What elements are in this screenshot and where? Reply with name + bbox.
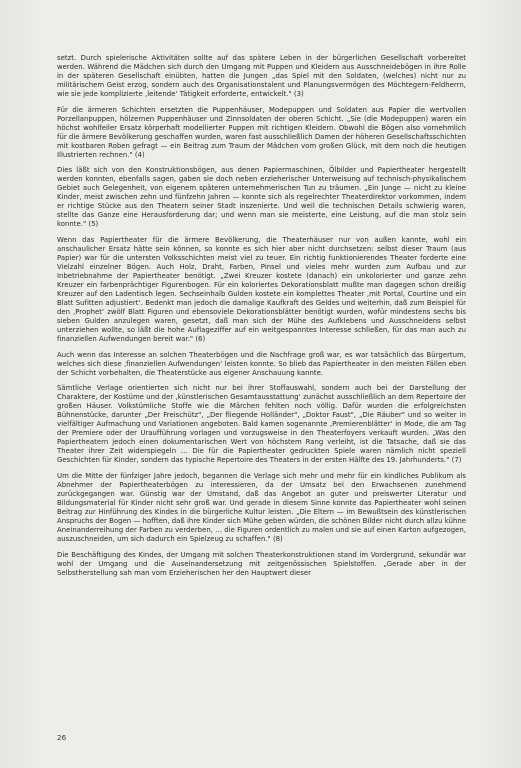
page-number: 26: [57, 733, 67, 742]
paragraph-8: Die Beschäftigung des Kindes, der Umgang mit solchen Theaterkonstruktionen stand im Vordergrund, sekundär war wohl der Umgang und die Auseinandersetzung mit zeitgenössischen Spielstoffen. „Gerade aber in der Selbstherstellung sah man vom Erzieherischen her den Hauptwert dieser: [57, 550, 466, 577]
paragraph-6: Sämtliche Verlage orientierten sich nicht nur bei ihrer Stoffauswahl, sondern auch bei der Darstellung der Charaktere, der Kostüme und der ‚künstlerischen Gesamtausstattung‘ zunächst ausschließlich an dem Repertoire der großen Häuser. Volkstümliche Stoffe wie die Märchen fehlten noch völlig. Dafür wurden die erfolgreichsten Bühnenstücke, darunter „Der Freischütz", „Der fliegende Holländer", „Doktor Faust", „Die Räuber" und so weiter in vielfältiger Aufmachung und Variationen angeboten. Bald kamen sogenannte ‚Premierenblätter‘ in Mode, die am Tag der Premiere oder der Uraufführung vorlagen und vorzugsweise in den Theaterfoyers verkauft wurden. „Was den Papiertheatern jedoch einen dokumentarischen Wert von höchstem Rang verleiht, ist die Tatsache, daß sie das Theater ihrer Zeit widerspiegeln … Die für die Papiertheater gedruckten Spiele waren nämlich nicht speziell Geschichten für Kinder, sondern das typische Repertoire des Theaters in der ersten Hälfte des 19. Jahrhunderts." (7): [57, 384, 466, 465]
body-text: [57, 54, 466, 585]
paragraph-2: Für die ärmeren Schichten ersetzten die Puppenhäuser, Modepuppen und Soldaten aus Papier die wertvollen Porzellanpuppen, hölzernen Puppenhäuser und Zinnsoldaten der oberen Schicht. „Sie (die Modepuppen) waren ein höchst wohlfeiler Ersatz körperhaft modellierter Puppen mit richtigen Kleidern. Obwohl die Bögen also vornehmlich für die ärmere Bevölkerung geschaffen wurden, waren fast ausschließlich Damen der höheren Gesellschaftsschichten mit kostbaren Roben gefragt — ein Beitrag zum Traum der Mädchen vom großen Glück, mit dem noch die heutigen Illustrierten rechnen." (4): [57, 105, 466, 159]
paragraph-7: Um die Mitte der fünfziger Jahre jedoch, begannen die Verlage sich mehr und mehr für ein kindliches Publikum als Abnehmer der Papiertheaterbögen zu interessieren, da der Umsatz bei den Erwachsenen zunehmend zurückgegangen war. Günstig war der Umstand, daß das Angebot an guter und preiswerter Literatur und Bildungsmaterial für Kinder nicht sehr groß war. Und gerade in diesem Sinne konnte das Papiertheater wohl seinen Beitrag zur Hinführung des Kindes in die bürgerliche Kultur leisten. „Die Eltern — im Bewußtsein des künstlerischen Anspruchs der Bogen — hofften, daß ihre Kinder sich Mühe geben würden, die schönen Bilder nicht durch allzu kühne Aneinanderreihung der Farben zu verderben, … die Figuren ordentlich zu malen und sie auf einen Karton aufgezogen, auszuschneiden, um sich dadurch ein Spielzeug zu schaffen." (8): [57, 472, 466, 543]
paragraph-4: Wenn das Papiertheater für die ärmere Bevölkerung, die Theaterhäuser nur von außen kannte, wohl ein anschaulicher Ersatz hätte sein können, so konnte es sich hier aber nicht durchsetzen: selbst dieser Traum (aus Papier) war für die untersten Volksschichten meist viel zu teuer. Ein richtig funktionierendes Theater forderte eine Vielzahl einzelner Bögen. Auch Holz, Draht, Farben, Pinsel und vieles mehr wurden zum Aufbau und zur Inbetriebnahme der Papiertheater benötigt. „Zwei Kreuzer kostete (danach) ein unkolorierter und ganze zehn Kreuzer ein farbenprächtiger Figurenbogen. Für ein koloriertes Dekorationsblatt mußte man dagegen schon dreißig Kreuzer auf den Ladentisch legen. Sechseinhalb Gulden kostete ein komplettes Theater ‚mit Portal, Courtine und ein Blatt Sufitten adjustiert‘. Bedenkt man jedoch die damalige Kaufkraft des Geldes und weiterhin, daß zum Beispiel für den ‚Prophet‘ zwölf Blatt Figuren und ebensoviele Dekorationsblätter benötigt wurden, wofür mindestens sechs bis sieben Gulden anzulegen waren, gesetzt, daß man sich der Mühe des Aufklebens und Ausschneidens selbst unterziehen wollte, so läßt die hohe Auflageziffer auf ein weitgespanntes Interesse schließen, für das man auch zu finanziellen Aufwendungen bereit war." (6): [57, 236, 466, 343]
paragraph-3: Dies läßt sich von den Konstruktionsbögen, aus denen Papiermaschinen, Ölbilder und Papiertheater hergestellt werden konnten, ebenfalls sagen, gaben sie doch neben erzieherischer Unterweisung auf technisch-physikalischem Gebiet auch Gelegenheit, von eigenem späteren unternehmerischen Tun zu träumen. „Ein Junge — nicht zu kleine Kinder, meist zwischen zehn und fünfzehn Jahren — konnte sich als regelrechter Theaterdirektor vorkommen, indem er richtige Stücke aus den Theatern seiner Stadt inszenierte. Und weil die technischen Details schwierig waren, stellte das Ganze eine Herausforderung dar; und wenn man sie meisterte, eine Leistung, auf die man stolz sein konnte." (5): [57, 166, 466, 229]
paragraph-5: Auch wenn das Interesse an solchen Theaterbögen und die Nachfrage groß war, es war tatsächlich das Bürgertum, welches sich diese ‚finanziellen Aufwendungen‘ leisten konnte. So blieb das Papiertheater in den meisten Fällen eben der Schicht vorbehalten, die Theaterstücke aus eigener Anschauung kannte.: [57, 350, 466, 377]
paragraph-1: setzt. Durch spielerische Aktivitäten sollte auf das spätere Leben in der bürgerlichen Gesellschaft vorbereitet werden. Während die Mädchen sich durch den Umgang mit Puppen und Kleidern aus Ausschneidebögen in ihre Rolle in der späteren Gesellschaft einübten, hatten die Jungen „das Spiel mit den Soldaten, (welches) nicht nur zu militärischem Geist erzog, sondern auch des Organisationstalent und Planungsvermögen des Möchtegern-Feldherrn, wie sie jede komplizierte ‚leitende‘ Tätigkeit erforderte, entwickelt." (3): [57, 54, 466, 98]
